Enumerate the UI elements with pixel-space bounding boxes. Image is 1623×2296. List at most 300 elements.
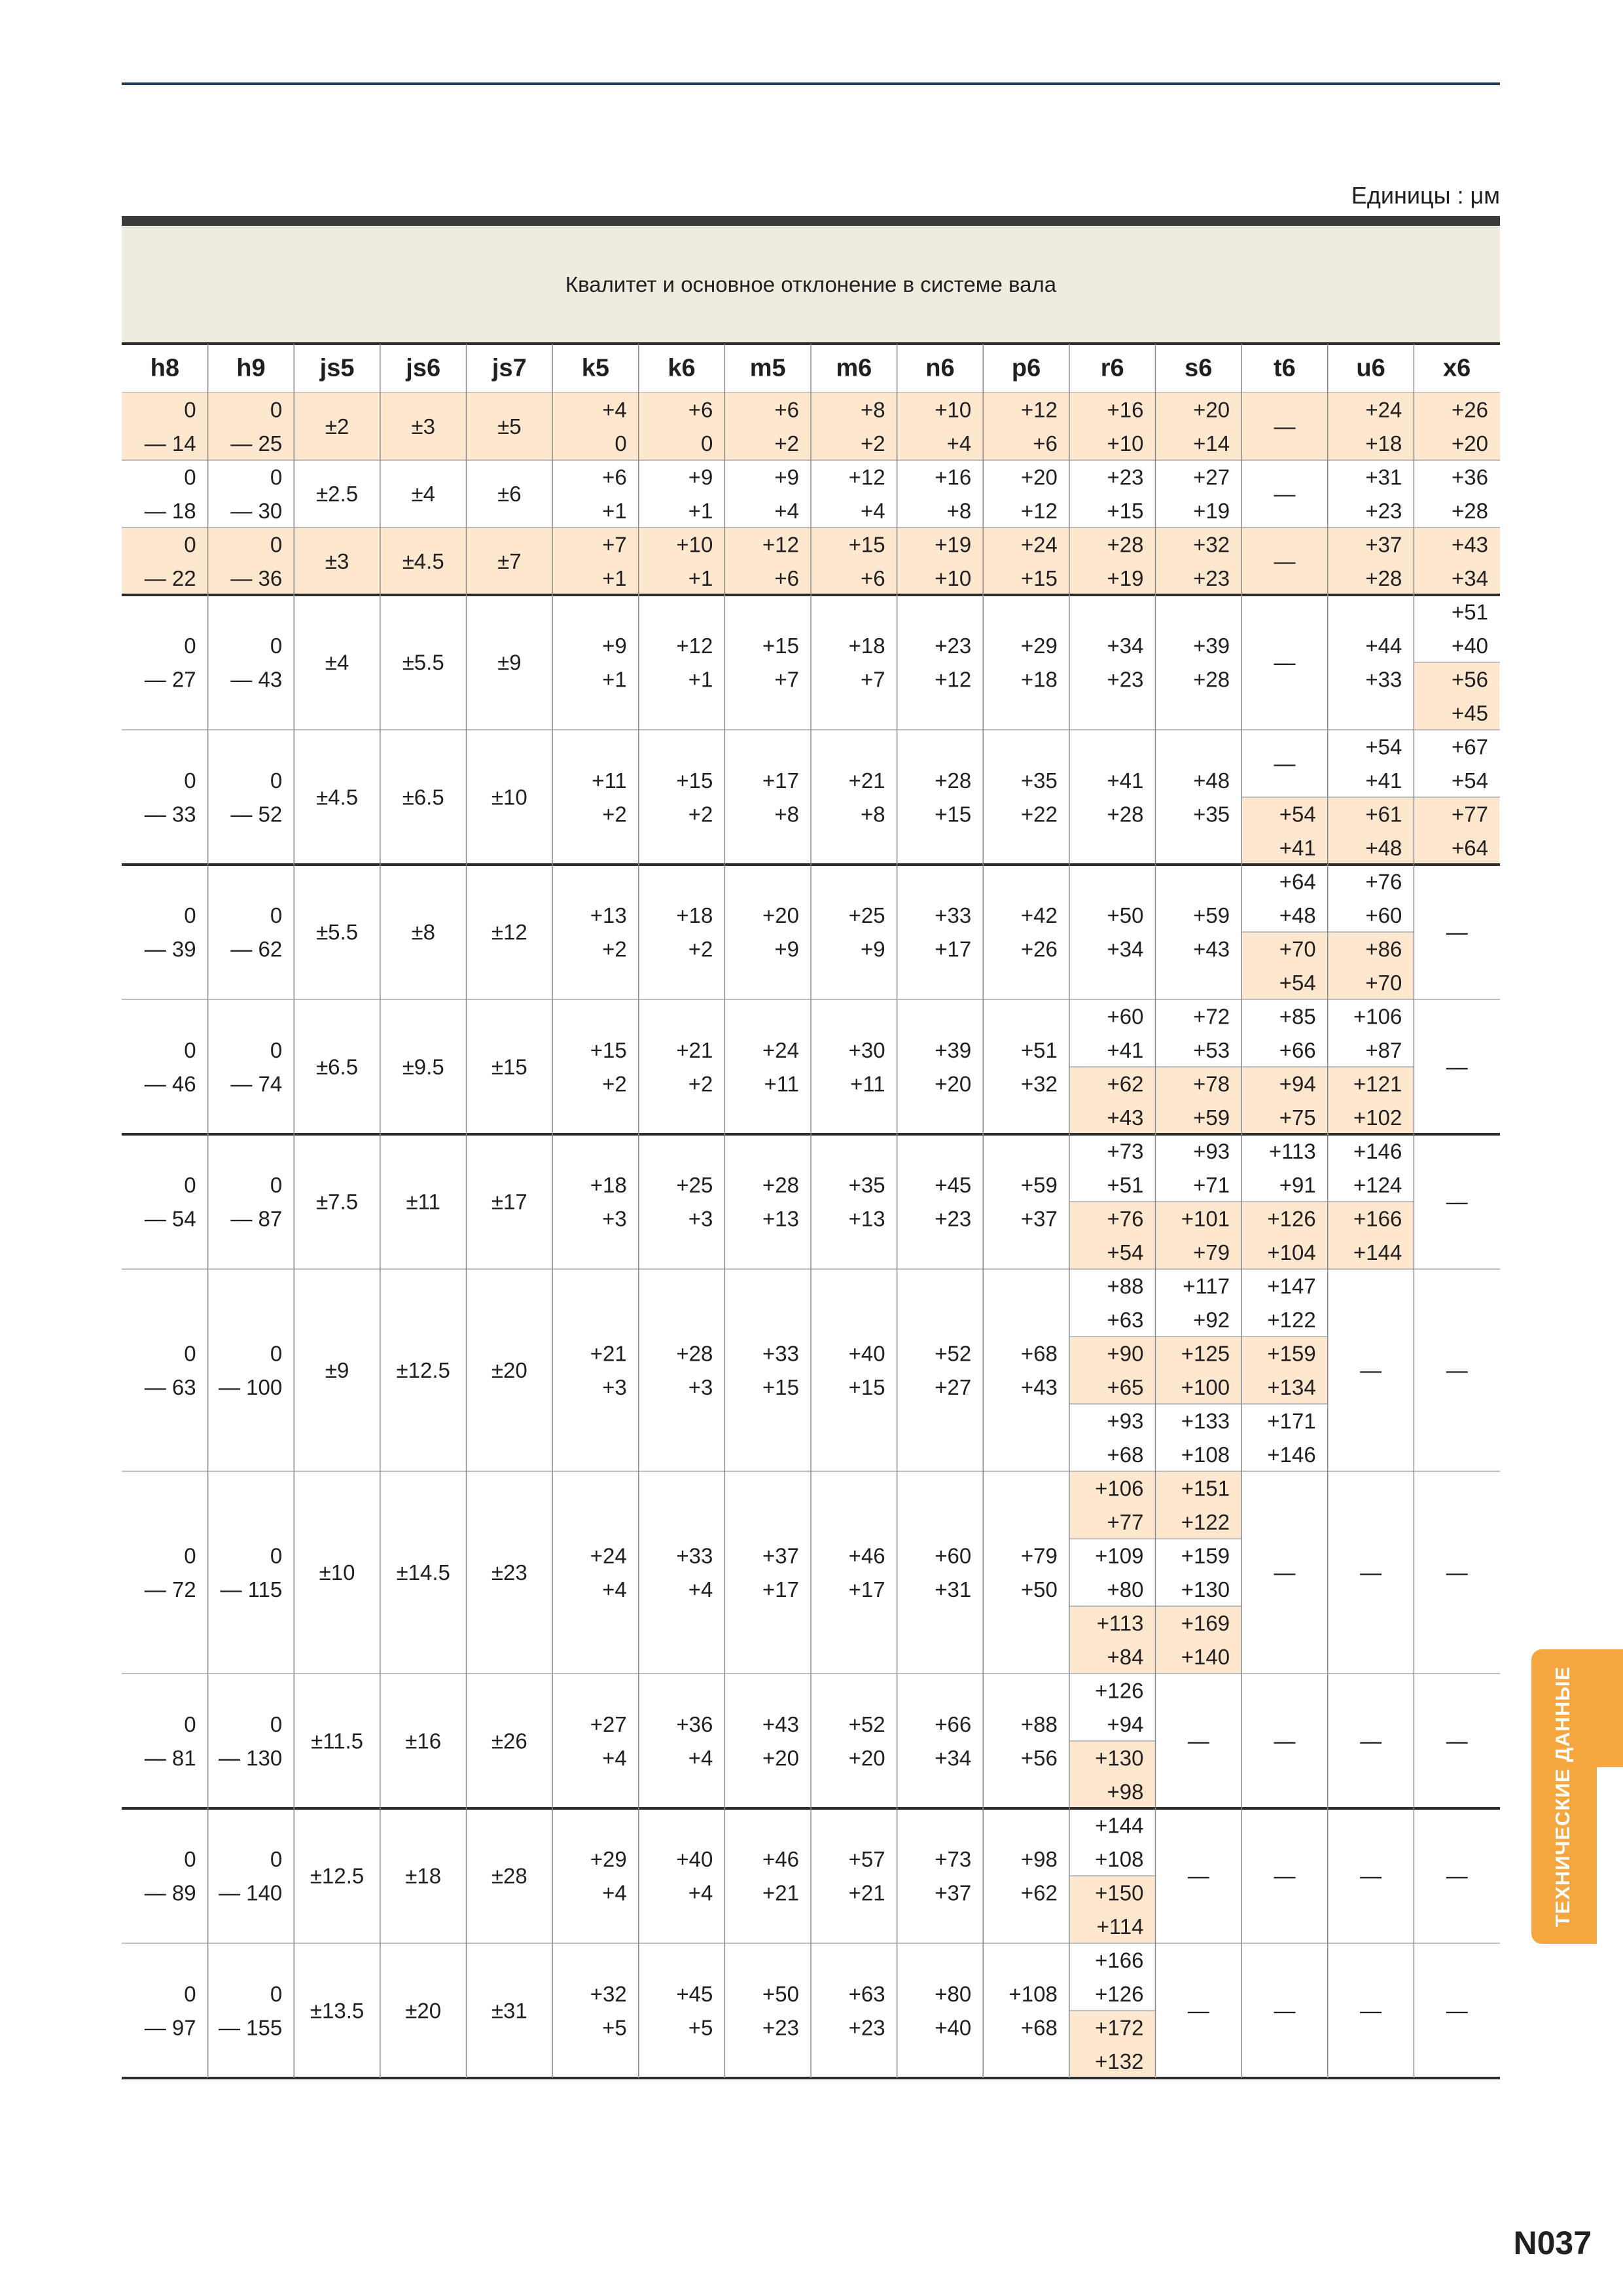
- cell-k6-lower: +1: [688, 565, 713, 590]
- cell-r6-upper: +88: [1107, 1274, 1144, 1299]
- cell-x6-value: —: [1446, 1560, 1468, 1585]
- cell-u6-upper: +121: [1353, 1071, 1402, 1096]
- cell-u6-lower: +102: [1353, 1105, 1402, 1130]
- cell-k5-lower: +3: [602, 1206, 627, 1231]
- cell-k6-upper: +40: [676, 1846, 713, 1871]
- cell-m6-lower: +8: [861, 802, 885, 827]
- cell-r6-lower: +80: [1107, 1577, 1144, 1602]
- cell-x6-value: —: [1446, 920, 1468, 944]
- column-header-p6: p6: [1011, 354, 1041, 382]
- column-header-s6: s6: [1185, 354, 1213, 382]
- cell-k6-upper: +12: [676, 633, 713, 658]
- cell-r6-lower: +10: [1107, 431, 1144, 456]
- cell-r6-upper: +50: [1107, 903, 1144, 927]
- cell-x6-lower: +45: [1452, 700, 1488, 725]
- cell-u6-lower: +124: [1353, 1172, 1402, 1197]
- cell-h8-upper: 0: [184, 1037, 196, 1062]
- cell-x6-upper: +36: [1452, 465, 1488, 490]
- cell-m5-lower: +9: [774, 937, 799, 961]
- cell-k5-lower: +4: [602, 1880, 627, 1905]
- cell-s6-value: —: [1187, 1729, 1209, 1753]
- cell-js7-value: ±9: [497, 650, 522, 675]
- cell-js5-value: ±4: [325, 650, 349, 675]
- cell-k6-lower: +3: [688, 1206, 713, 1231]
- cell-u6-upper: +44: [1365, 633, 1402, 658]
- cell-n6-upper: +16: [935, 465, 972, 490]
- cell-u6-lower: +60: [1365, 903, 1402, 927]
- cell-n6-lower: +34: [935, 1746, 972, 1770]
- cell-n6-lower: +20: [935, 1071, 972, 1096]
- cell-js6-value: ±14.5: [396, 1560, 450, 1585]
- cell-u6-lower: +18: [1365, 431, 1402, 456]
- cell-s6-lower: +59: [1193, 1105, 1230, 1130]
- cell-k5-upper: +6: [602, 465, 627, 490]
- cell-s6-upper: +151: [1181, 1476, 1230, 1501]
- cell-s6-lower: +79: [1193, 1240, 1230, 1265]
- cell-js5-value: ±2: [325, 414, 349, 439]
- cell-n6-upper: +66: [935, 1712, 972, 1736]
- cell-k5-lower: +3: [602, 1374, 627, 1399]
- cell-t6-value: —: [1274, 1998, 1296, 2023]
- section-tab[interactable]: [1531, 1649, 1623, 1944]
- cell-k5-lower: +5: [602, 2015, 627, 2040]
- cell-k6-lower: +4: [688, 1746, 713, 1770]
- cell-p6-upper: +79: [1020, 1543, 1058, 1568]
- cell-m6-upper: +35: [848, 1172, 885, 1197]
- cell-r6-upper: +126: [1095, 1678, 1144, 1703]
- cell-h9-upper: 0: [270, 532, 283, 557]
- cell-h9-lower: — 130: [219, 1746, 283, 1770]
- cell-h8-upper: 0: [184, 768, 196, 793]
- cell-js6-value: ±18: [405, 1863, 442, 1888]
- cell-m6-upper: +46: [848, 1543, 885, 1568]
- cell-k6-upper: +28: [676, 1341, 713, 1366]
- cell-s6-lower: +19: [1193, 498, 1230, 523]
- cell-s6-upper: +72: [1193, 1004, 1230, 1029]
- cell-u6-upper: +166: [1353, 1206, 1402, 1231]
- cell-h8-lower: — 18: [144, 498, 196, 523]
- cell-n6-upper: +28: [935, 768, 972, 793]
- cell-n6-upper: +10: [935, 397, 972, 422]
- cell-s6-upper: +48: [1193, 768, 1230, 793]
- cell-x6-value: —: [1446, 1054, 1468, 1079]
- table-header-title: Квалитет и основное отклонение в системе вала: [565, 272, 1057, 296]
- cell-s6-lower: +28: [1193, 667, 1230, 692]
- cell-js7-value: ±17: [491, 1189, 527, 1214]
- cell-t6-upper: +159: [1267, 1341, 1316, 1366]
- cell-h9-upper: 0: [270, 1037, 283, 1062]
- cell-p6-lower: +43: [1020, 1374, 1058, 1399]
- cell-m5-lower: +13: [762, 1206, 799, 1231]
- cell-k6-lower: +1: [688, 498, 713, 523]
- cell-js7-value: ±23: [491, 1560, 527, 1585]
- cell-k6-lower: +1: [688, 667, 713, 692]
- cell-m5-lower: +11: [764, 1071, 799, 1096]
- cell-h9-lower: — 140: [219, 1880, 283, 1905]
- cell-k6-lower: 0: [701, 431, 713, 456]
- cell-p6-upper: +24: [1020, 532, 1058, 557]
- cell-js6-value: ±9.5: [402, 1054, 444, 1079]
- cell-k5-upper: +11: [592, 768, 627, 793]
- cell-t6-upper: +70: [1279, 937, 1316, 961]
- cell-m5-upper: +12: [762, 532, 799, 557]
- cell-t6-value: —: [1274, 414, 1296, 439]
- cell-k5-lower: +1: [602, 565, 627, 590]
- cell-s6-upper: +125: [1181, 1341, 1230, 1366]
- cell-h9-upper: 0: [270, 1172, 283, 1197]
- cell-t6-value: —: [1274, 650, 1296, 675]
- cell-js5-value: ±2.5: [316, 482, 359, 506]
- cell-r6-upper: +172: [1095, 2015, 1144, 2040]
- cell-t6-value: —: [1274, 482, 1296, 506]
- cell-h8-upper: 0: [184, 1981, 196, 2006]
- column-header-js7: js7: [491, 354, 527, 382]
- column-header-r6: r6: [1100, 354, 1124, 382]
- cell-k5-lower: +4: [602, 1746, 627, 1770]
- cell-s6-upper: +27: [1193, 465, 1230, 490]
- cell-x6-upper: +43: [1452, 532, 1488, 557]
- cell-t6-upper: +94: [1279, 1071, 1316, 1096]
- cell-js5-value: ±4.5: [316, 785, 359, 810]
- cell-k6-lower: +5: [688, 2015, 713, 2040]
- cell-u6-upper: +76: [1365, 869, 1402, 894]
- cell-r6-upper: +62: [1107, 1071, 1144, 1096]
- cell-m6-upper: +25: [848, 903, 885, 927]
- cell-k5-upper: +7: [602, 532, 627, 557]
- cell-r6-upper: +23: [1107, 465, 1144, 490]
- cell-x6-lower: +54: [1452, 768, 1488, 793]
- cell-n6-lower: +27: [935, 1374, 972, 1399]
- cell-u6-value: —: [1360, 1863, 1382, 1888]
- cell-js6-value: ±16: [405, 1729, 442, 1753]
- cell-n6-lower: +15: [935, 802, 972, 827]
- cell-k6-upper: +21: [676, 1037, 713, 1062]
- cell-r6-upper: +76: [1107, 1206, 1144, 1231]
- cell-m6-upper: +57: [848, 1846, 885, 1871]
- cell-r6-lower: +41: [1107, 1037, 1144, 1062]
- cell-p6-upper: +98: [1020, 1846, 1058, 1871]
- cell-h9-lower: — 43: [230, 667, 283, 692]
- cell-s6-lower: +140: [1181, 1644, 1230, 1669]
- cell-x6-upper: +77: [1452, 802, 1488, 827]
- cell-t6-lower: +104: [1267, 1240, 1316, 1265]
- cell-h9-lower: — 62: [230, 937, 283, 961]
- cell-n6-upper: +39: [935, 1037, 972, 1062]
- cell-h9-lower: — 100: [219, 1374, 283, 1399]
- units-label: Единицы : μм: [1351, 182, 1500, 209]
- cell-m5-lower: +8: [774, 802, 799, 827]
- cell-s6-lower: +35: [1193, 802, 1230, 827]
- cell-k5-lower: +2: [602, 1071, 627, 1096]
- cell-s6-lower: +122: [1181, 1509, 1230, 1534]
- cell-s6-lower: +100: [1181, 1374, 1230, 1399]
- cell-m5-upper: +37: [762, 1543, 799, 1568]
- cell-s6-lower: +14: [1193, 431, 1230, 456]
- cell-m6-upper: +40: [848, 1341, 885, 1366]
- cell-p6-lower: +26: [1020, 937, 1058, 961]
- cell-js7-value: ±7: [497, 549, 522, 573]
- cell-s6-lower: +108: [1181, 1442, 1230, 1467]
- cell-js5-value: ±13.5: [310, 1998, 365, 2023]
- cell-js6-value: ±5.5: [402, 650, 444, 675]
- cell-m6-upper: +15: [848, 532, 885, 557]
- cell-m5-lower: +4: [774, 498, 799, 523]
- cell-x6-upper: +67: [1452, 734, 1488, 759]
- cell-m6-lower: +21: [848, 1880, 885, 1905]
- cell-m5-upper: +46: [762, 1846, 799, 1871]
- cell-m6-upper: +30: [848, 1037, 885, 1062]
- cell-h9-lower: — 115: [220, 1577, 283, 1602]
- cell-h9-lower: — 30: [230, 498, 283, 523]
- cell-h8-lower: — 54: [144, 1206, 196, 1231]
- cell-js7-value: ±10: [491, 785, 527, 810]
- cell-m6-lower: +4: [861, 498, 885, 523]
- cell-p6-lower: +15: [1020, 565, 1058, 590]
- cell-u6-lower: +87: [1365, 1037, 1402, 1062]
- cell-p6-lower: +18: [1020, 667, 1058, 692]
- column-header-h8: h8: [150, 354, 179, 382]
- cell-r6-lower: +23: [1107, 667, 1144, 692]
- cell-k5-upper: +32: [590, 1981, 627, 2006]
- cell-p6-upper: +35: [1020, 768, 1058, 793]
- cell-x6-value: —: [1446, 1358, 1468, 1382]
- cell-h9-lower: — 87: [230, 1206, 283, 1231]
- cell-js5-value: ±7.5: [316, 1189, 359, 1214]
- cell-s6-upper: +133: [1181, 1408, 1230, 1433]
- cell-h8-upper: 0: [184, 1341, 196, 1366]
- cell-u6-lower: +41: [1365, 768, 1402, 793]
- cell-js7-value: ±15: [491, 1054, 527, 1079]
- cell-p6-upper: +12: [1020, 397, 1058, 422]
- column-header-n6: n6: [925, 354, 955, 382]
- cell-h9-upper: 0: [270, 1846, 283, 1871]
- cell-js5-value: ±6.5: [316, 1054, 359, 1079]
- cell-js5-value: ±3: [325, 549, 349, 573]
- cell-k6-upper: +6: [688, 397, 713, 422]
- cell-k6-lower: +2: [688, 937, 713, 961]
- cell-h9-lower: — 36: [230, 565, 283, 590]
- cell-x6-upper: +26: [1452, 397, 1488, 422]
- cell-k6-upper: +45: [676, 1981, 713, 2006]
- cell-u6-value: —: [1360, 1560, 1382, 1585]
- cell-m5-lower: +17: [762, 1577, 799, 1602]
- cell-m6-upper: +52: [848, 1712, 885, 1736]
- cell-r6-upper: +130: [1095, 1746, 1144, 1770]
- cell-x6-lower: +34: [1452, 565, 1488, 590]
- cell-u6-lower: +70: [1365, 970, 1402, 995]
- column-header-m6: m6: [836, 354, 872, 382]
- cell-r6-lower: +63: [1107, 1307, 1144, 1332]
- cell-x6-value: —: [1446, 1189, 1468, 1214]
- cell-m5-lower: +7: [774, 667, 799, 692]
- cell-u6-upper: +24: [1365, 397, 1402, 422]
- cell-m5-upper: +15: [762, 633, 799, 658]
- cell-k5-upper: +4: [602, 397, 627, 422]
- cell-r6-lower: +43: [1107, 1105, 1144, 1130]
- cell-r6-lower: +19: [1107, 565, 1144, 590]
- cell-p6-lower: +50: [1020, 1577, 1058, 1602]
- cell-k5-upper: +21: [590, 1341, 627, 1366]
- cell-h9-upper: 0: [270, 768, 283, 793]
- cell-r6-lower: +84: [1107, 1644, 1144, 1669]
- cell-m6-lower: +15: [848, 1374, 885, 1399]
- cell-js5-value: ±9: [325, 1358, 349, 1382]
- cell-m5-lower: +15: [762, 1374, 799, 1399]
- cell-n6-lower: +10: [935, 565, 972, 590]
- cell-t6-upper: +126: [1267, 1206, 1316, 1231]
- cell-m5-lower: +6: [774, 565, 799, 590]
- cell-t6-lower: +146: [1267, 1442, 1316, 1467]
- cell-p6-lower: +62: [1020, 1880, 1058, 1905]
- cell-r6-lower: +94: [1107, 1712, 1144, 1736]
- cell-u6-lower: +48: [1365, 835, 1402, 860]
- cell-t6-lower: +134: [1267, 1374, 1316, 1399]
- cell-r6-upper: +73: [1107, 1139, 1144, 1164]
- cell-u6-upper: +86: [1365, 937, 1402, 961]
- cell-k6-lower: +2: [688, 1071, 713, 1096]
- cell-r6-lower: +98: [1107, 1779, 1144, 1804]
- cell-s6-upper: +78: [1193, 1071, 1230, 1096]
- cell-p6-upper: +68: [1020, 1341, 1058, 1366]
- cell-js7-value: ±31: [491, 1998, 527, 2023]
- cell-js6-value: ±8: [411, 920, 435, 944]
- cell-m6-lower: +20: [848, 1746, 885, 1770]
- cell-x6-value: —: [1446, 1863, 1468, 1888]
- cell-p6-lower: +6: [1033, 431, 1058, 456]
- cell-x6-upper: +51: [1452, 600, 1488, 624]
- column-header-js5: js5: [319, 354, 355, 382]
- page-number: N037: [1513, 2225, 1592, 2261]
- cell-h9-upper: 0: [270, 465, 283, 490]
- cell-m5-upper: +50: [762, 1981, 799, 2006]
- column-header-x6: x6: [1443, 354, 1471, 382]
- cell-h9-upper: 0: [270, 1341, 283, 1366]
- cell-r6-lower: +114: [1096, 1914, 1144, 1939]
- cell-n6-upper: +19: [935, 532, 972, 557]
- cell-x6-lower: +64: [1452, 835, 1488, 860]
- cell-s6-upper: +169: [1181, 1611, 1230, 1636]
- cell-u6-upper: +146: [1353, 1139, 1402, 1164]
- cell-x6-value: —: [1446, 1998, 1468, 2023]
- cell-p6-lower: +37: [1020, 1206, 1058, 1231]
- cell-h8-lower: — 63: [144, 1374, 196, 1399]
- cell-p6-lower: +22: [1020, 802, 1058, 827]
- cell-h8-lower: — 14: [144, 431, 196, 456]
- cell-s6-lower: +53: [1193, 1037, 1230, 1062]
- cell-t6-upper: +54: [1279, 802, 1316, 827]
- cell-k6-upper: +15: [676, 768, 713, 793]
- cell-js7-value: ±5: [497, 414, 522, 439]
- cell-u6-lower: +28: [1365, 565, 1402, 590]
- cell-n6-lower: +4: [946, 431, 972, 456]
- section-tab-notch: [1597, 1767, 1623, 1944]
- cell-m5-upper: +43: [762, 1712, 799, 1736]
- cell-r6-upper: +41: [1107, 768, 1144, 793]
- cell-u6-value: —: [1360, 1358, 1382, 1382]
- cell-r6-lower: +51: [1107, 1172, 1144, 1197]
- cell-h9-upper: 0: [270, 1543, 283, 1568]
- cell-r6-upper: +16: [1107, 397, 1144, 422]
- cell-r6-upper: +106: [1095, 1476, 1144, 1501]
- cell-t6-lower: +41: [1279, 835, 1316, 860]
- cell-t6-value: —: [1274, 751, 1296, 776]
- cell-s6-upper: +59: [1193, 903, 1230, 927]
- cell-m5-upper: +28: [762, 1172, 799, 1197]
- cell-k5-upper: +29: [590, 1846, 627, 1871]
- cell-t6-lower: +75: [1279, 1105, 1316, 1130]
- cell-s6-upper: +32: [1193, 532, 1230, 557]
- cell-k5-lower: +1: [602, 667, 627, 692]
- cell-h9-upper: 0: [270, 903, 283, 927]
- cell-n6-upper: +52: [935, 1341, 972, 1366]
- column-header-u6: u6: [1356, 354, 1385, 382]
- cell-m6-upper: +8: [861, 397, 885, 422]
- cell-h8-upper: 0: [184, 1543, 196, 1568]
- cell-h8-lower: — 81: [144, 1746, 196, 1770]
- cell-r6-upper: +166: [1095, 1948, 1144, 1973]
- cell-r6-lower: +132: [1095, 2049, 1144, 2073]
- cell-t6-value: —: [1274, 549, 1296, 573]
- cell-n6-upper: +60: [935, 1543, 972, 1568]
- column-header-t6: t6: [1274, 354, 1296, 382]
- cell-p6-upper: +51: [1020, 1037, 1058, 1062]
- cell-p6-lower: +56: [1020, 1746, 1058, 1770]
- cell-h9-lower: — 52: [230, 802, 283, 827]
- cell-u6-upper: +106: [1353, 1004, 1402, 1029]
- cell-u6-value: —: [1360, 1998, 1382, 2023]
- cell-r6-upper: +90: [1107, 1341, 1144, 1366]
- cell-r6-lower: +108: [1095, 1846, 1144, 1871]
- cell-p6-upper: +42: [1020, 903, 1058, 927]
- cell-u6-upper: +54: [1365, 734, 1402, 759]
- cell-u6-lower: +144: [1353, 1240, 1402, 1265]
- cell-k5-lower: +1: [602, 498, 627, 523]
- cell-m5-lower: +20: [762, 1746, 799, 1770]
- cell-js7-value: ±6: [497, 482, 522, 506]
- cell-p6-upper: +88: [1020, 1712, 1058, 1736]
- cell-t6-value: —: [1274, 1863, 1296, 1888]
- cell-m6-lower: +2: [861, 431, 885, 456]
- column-header-h9: h9: [236, 354, 266, 382]
- cell-s6-upper: +20: [1193, 397, 1230, 422]
- cell-x6-lower: +28: [1452, 498, 1488, 523]
- cell-n6-upper: +23: [935, 633, 972, 658]
- cell-n6-upper: +73: [935, 1846, 972, 1871]
- cell-p6-upper: +59: [1020, 1172, 1058, 1197]
- cell-k6-upper: +10: [676, 532, 713, 557]
- cell-s6-lower: +92: [1193, 1307, 1230, 1332]
- cell-h8-upper: 0: [184, 1712, 196, 1736]
- cell-n6-upper: +80: [935, 1981, 972, 2006]
- cell-m6-upper: +18: [848, 633, 885, 658]
- cell-t6-upper: +113: [1268, 1139, 1316, 1164]
- cell-u6-upper: +37: [1365, 532, 1402, 557]
- cell-p6-upper: +29: [1020, 633, 1058, 658]
- section-tab-label: ТЕХНИЧЕСКИЕ ДАННЫЕ: [1551, 1666, 1574, 1928]
- cell-js6-value: ±11: [406, 1189, 440, 1214]
- cell-n6-lower: +37: [935, 1880, 972, 1905]
- cell-m6-lower: +11: [850, 1071, 885, 1096]
- cell-js5-value: ±5.5: [316, 920, 359, 944]
- cell-k5-upper: +9: [602, 633, 627, 658]
- cell-r6-lower: +28: [1107, 802, 1144, 827]
- cell-h9-lower: — 74: [230, 1071, 283, 1096]
- cell-u6-upper: +61: [1365, 802, 1402, 827]
- cell-t6-upper: +64: [1279, 869, 1316, 894]
- cell-r6-upper: +144: [1095, 1813, 1144, 1838]
- cell-r6-lower: +77: [1107, 1509, 1144, 1534]
- cell-h9-upper: 0: [270, 1981, 283, 2006]
